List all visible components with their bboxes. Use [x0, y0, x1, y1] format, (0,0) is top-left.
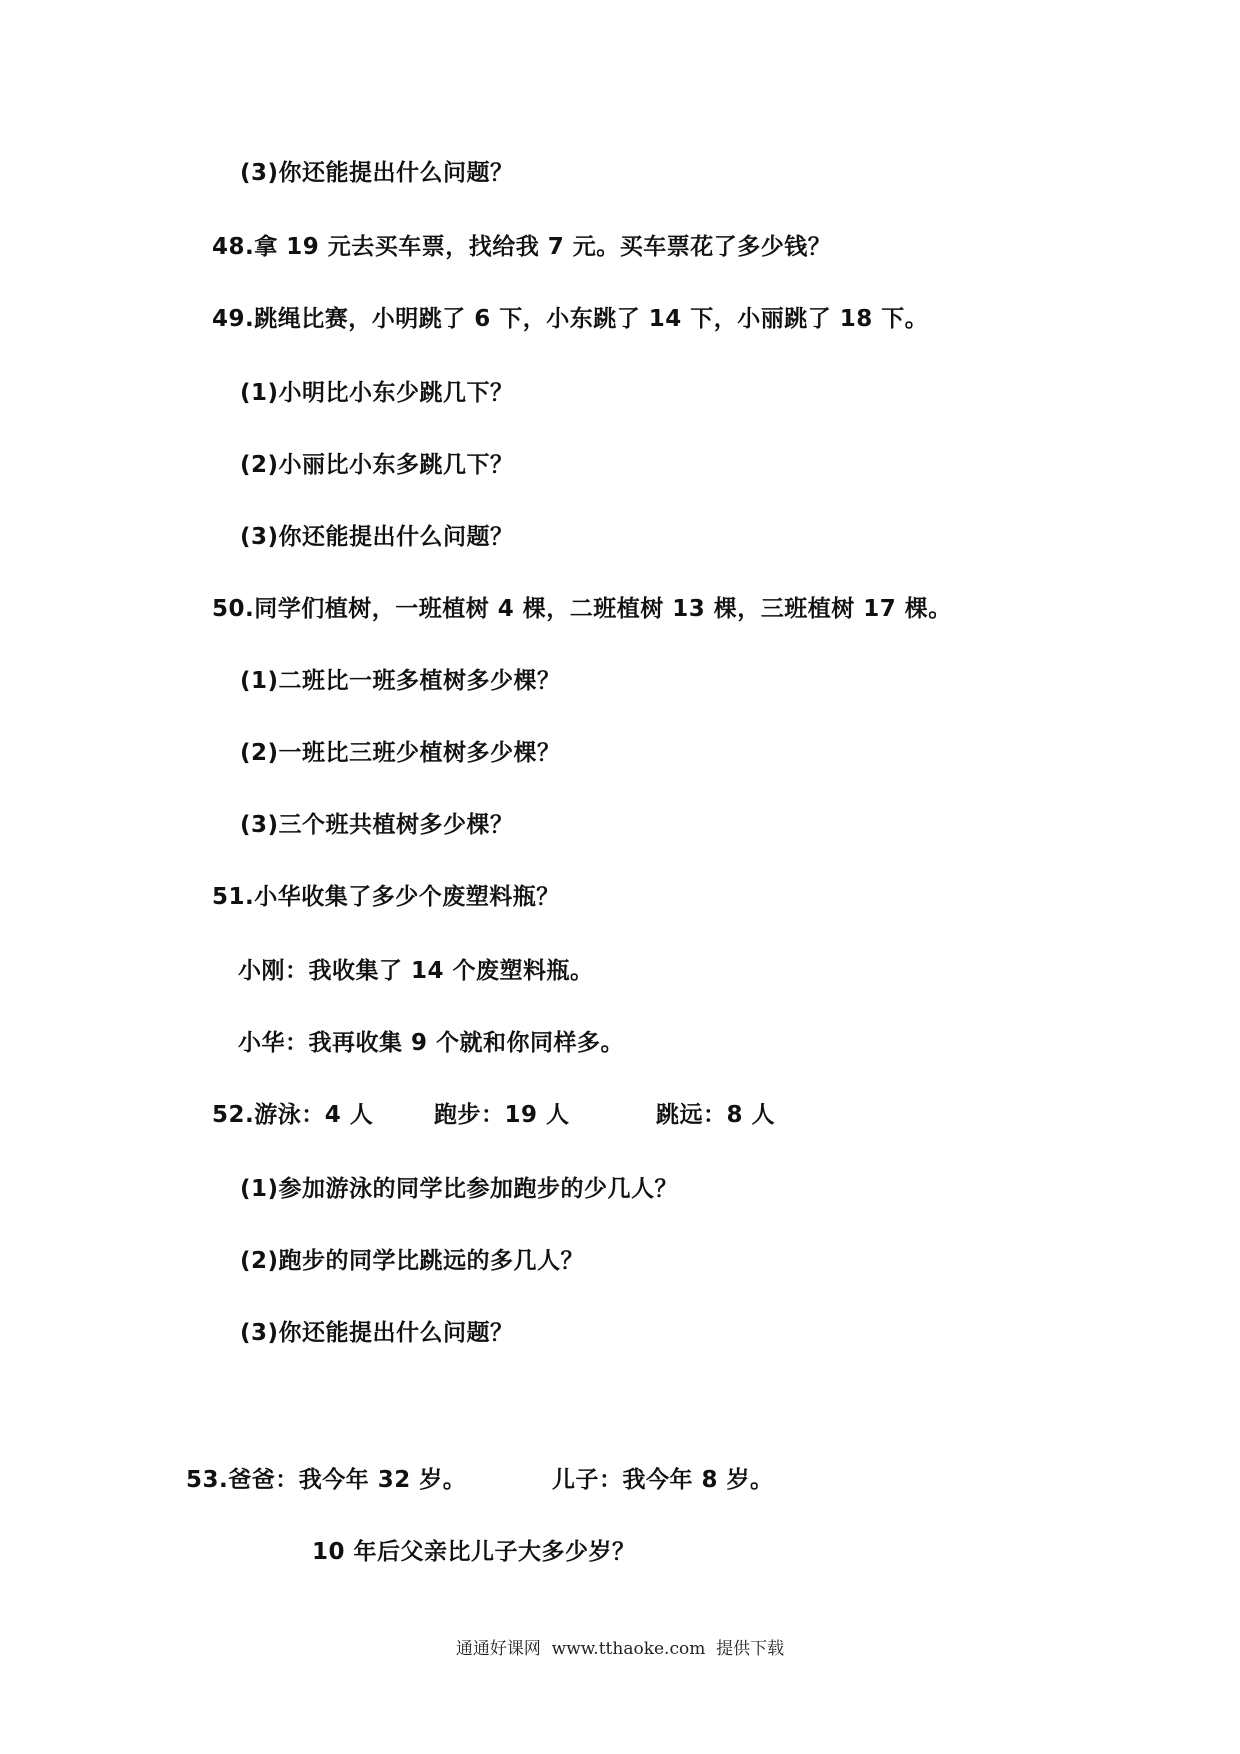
q49-sub2: (2)小丽比小东多跳几下？ [240, 452, 514, 478]
q52-sub3: (3)你还能提出什么问题？ [240, 1320, 514, 1346]
q47-sub3: (3)你还能提出什么问题？ [240, 160, 514, 186]
q51-xiaohua: 小华：我再收集 9 个就和你同样多。 [238, 1030, 625, 1056]
q49-sub1: (1)小明比小东少跳几下？ [240, 380, 514, 406]
q53-son: 儿子：我今年 8 岁。 [552, 1467, 774, 1493]
q53-dad: 53.爸爸：我今年 32 岁。 [186, 1467, 467, 1493]
q52-jump: 跳远：8 人 [656, 1102, 776, 1128]
q48-text: 48.拿 19 元去买车票，找给我 7 元。买车票花了多少钱？ [212, 234, 832, 260]
q52-sub1: (1)参加游泳的同学比参加跑步的少几人？ [240, 1176, 679, 1202]
q52-sub2: (2)跑步的同学比跳远的多几人？ [240, 1248, 585, 1274]
q50-sub1: (1)二班比一班多植树多少棵？ [240, 668, 561, 694]
q52-run: 跑步：19 人 [434, 1102, 570, 1128]
q53-question: 10 年后父亲比儿子大多少岁？ [312, 1539, 636, 1565]
q50-sub2: (2)一班比三班少植树多少棵？ [240, 740, 561, 766]
q50-text: 50.同学们植树，一班植树 4 棵，二班植树 13 棵，三班植树 17 棵。 [212, 596, 952, 622]
q49-text: 49.跳绳比赛，小明跳了 6 下，小东跳了 14 下，小丽跳了 18 下。 [212, 306, 929, 332]
q49-sub3: (3)你还能提出什么问题？ [240, 524, 514, 550]
q51-xiaogang: 小刚：我收集了 14 个废塑料瓶。 [238, 958, 594, 984]
q50-sub3: (3)三个班共植树多少棵？ [240, 812, 514, 838]
q52-swim: 52.游泳：4 人 [212, 1102, 374, 1128]
q51-text: 51.小华收集了多少个废塑料瓶？ [212, 884, 560, 910]
footer-credit: 通通好课网 www.tthaoke.com 提供下载 [455, 1639, 785, 1659]
